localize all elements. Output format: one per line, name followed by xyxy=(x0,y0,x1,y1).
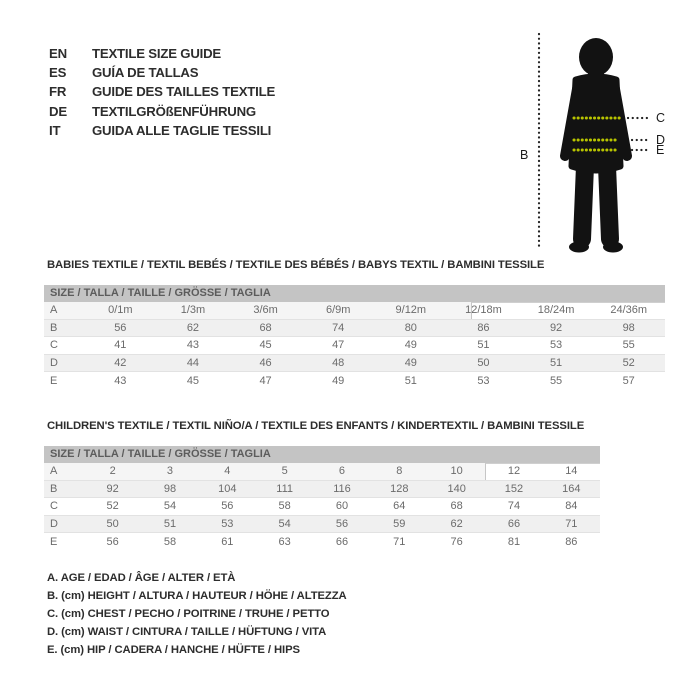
legend-hip: E. (cm) HIP / CADERA / HANCHE / HÜFTE / HIPS xyxy=(47,644,300,656)
table-cell: 66 xyxy=(313,533,370,550)
table-cell: 24/36m xyxy=(610,304,648,317)
table-cell: 45 xyxy=(229,337,302,354)
table-cell: 51 xyxy=(141,515,198,532)
table-cell: 86 xyxy=(447,319,520,336)
table-cell: 152 xyxy=(485,480,542,497)
table-cell: 49 xyxy=(375,337,448,354)
table-cell: 53 xyxy=(520,337,593,354)
table-cell: 98 xyxy=(592,319,665,336)
row-label: E xyxy=(44,372,84,389)
table-cell: 49 xyxy=(375,354,448,371)
table-cell: 52 xyxy=(84,498,141,515)
language-title-list xyxy=(49,44,275,140)
table-cell: 52 xyxy=(592,354,665,371)
table-cell: 10 xyxy=(450,465,463,478)
lang-code-fr: FR xyxy=(49,84,67,100)
table-cell: 43 xyxy=(84,372,157,389)
lang-code-it: IT xyxy=(49,122,61,138)
table-cell: 0/1m xyxy=(108,304,133,317)
table-cell: 76 xyxy=(428,533,485,550)
table-cell: 63 xyxy=(256,533,313,550)
table-cell: 42 xyxy=(84,354,157,371)
table-cell: 104 xyxy=(199,480,256,497)
table-cell: 1/3m xyxy=(180,304,206,317)
table-cell: 53 xyxy=(447,372,520,389)
table-cell: 61 xyxy=(199,533,256,550)
table-cell: 58 xyxy=(141,533,198,550)
table-cell: 81 xyxy=(485,533,542,550)
table-cell: 128 xyxy=(371,480,428,497)
table-cell: 57 xyxy=(592,372,665,389)
lang-title-fr: GUIDE DES TAILLES TEXTILE xyxy=(92,84,276,100)
row-label: B xyxy=(44,480,84,497)
table-cell: 14 xyxy=(565,465,578,478)
lang-title-es: GUÍA DE TALLAS xyxy=(92,65,199,81)
row-label: D xyxy=(44,354,84,371)
legend-waist: D. (cm) WAIST / CINTURA / TAILLE / HÜFTUNG / VITA xyxy=(47,626,327,638)
table-cell: 86 xyxy=(543,533,600,550)
table-row xyxy=(44,498,600,515)
table-cell: 12 xyxy=(507,465,521,478)
table-cell: 3/6m xyxy=(253,304,278,317)
table-cell: 71 xyxy=(371,533,428,550)
table-row xyxy=(44,515,600,532)
table-cell: 47 xyxy=(302,337,375,354)
lang-code-de: DE xyxy=(49,103,67,119)
table-cell: 4 xyxy=(224,465,231,478)
table-cell: 2 xyxy=(109,465,116,478)
table-cell: 51 xyxy=(375,372,448,389)
table-cell: 74 xyxy=(485,498,542,515)
children-table-header: SIZE / TALLA / TAILLE / GRÖSSE / TAGLIA xyxy=(44,446,600,463)
child-body-shape xyxy=(565,38,627,253)
table-row xyxy=(44,319,665,336)
row-label: B xyxy=(44,319,84,336)
row-label: E xyxy=(44,533,84,550)
table-cell: 49 xyxy=(302,372,375,389)
figure-label-e: E xyxy=(656,143,665,157)
table-cell: 164 xyxy=(543,480,600,497)
table-cell: 51 xyxy=(447,337,520,354)
table-cell: 92 xyxy=(84,480,141,497)
lang-code-es: ES xyxy=(49,65,67,81)
table-cell: 44 xyxy=(157,354,230,371)
table-cell: 59 xyxy=(371,515,428,532)
table-cell: 53 xyxy=(199,515,256,532)
table-cell: 48 xyxy=(302,354,375,371)
table-cell: 56 xyxy=(84,319,157,336)
row-label: A xyxy=(50,304,58,317)
table-cell: 60 xyxy=(313,498,370,515)
legend-height: B. (cm) HEIGHT / ALTURA / HAUTEUR / HÖHE / ALTEZZA xyxy=(47,590,347,602)
table-cell: 116 xyxy=(313,480,370,497)
table-cell: 54 xyxy=(141,498,198,515)
table-row xyxy=(44,354,665,371)
table-cell: 12/18m xyxy=(465,304,502,317)
lang-title-it: GUIDA ALLE TAGLIE TESSILI xyxy=(92,122,272,138)
figure-label-b: B xyxy=(520,148,529,162)
table-row xyxy=(44,302,665,319)
table-cell: 66 xyxy=(485,515,542,532)
table-cell: 47 xyxy=(229,372,302,389)
measurement-diagram xyxy=(510,20,680,260)
child-silhouette-icon xyxy=(510,20,680,260)
table-cell: 56 xyxy=(84,533,141,550)
table-row xyxy=(44,337,665,354)
table-cell: 50 xyxy=(84,515,141,532)
children-size-table xyxy=(44,446,600,550)
table-cell: 6/9m xyxy=(325,304,351,317)
lang-title-en: TEXTILE SIZE GUIDE xyxy=(92,46,222,61)
table-cell: 45 xyxy=(157,372,230,389)
row-label: C xyxy=(44,498,84,515)
table-cell: 64 xyxy=(371,498,428,515)
table-row xyxy=(44,372,665,389)
table-cell: 68 xyxy=(229,319,302,336)
table-cell: 92 xyxy=(520,319,593,336)
table-row xyxy=(44,480,600,497)
row-label: D xyxy=(44,515,84,532)
table-cell: 51 xyxy=(520,354,593,371)
table-cell: 18/24m xyxy=(537,304,575,317)
table-cell: 55 xyxy=(520,372,593,389)
table-cell: 9/12m xyxy=(395,304,427,317)
table-cell: 3 xyxy=(166,465,174,478)
table-cell: 41 xyxy=(84,337,157,354)
babies-table-header: SIZE / TALLA / TAILLE / GRÖSSE / TAGLIA xyxy=(44,285,665,302)
table-cell: 74 xyxy=(302,319,375,336)
children-section-title: CHILDREN'S TEXTILE / TEXTIL NIÑO/A / TEXTILE DES ENFANTS / KINDERTEXTIL / BAMBINI TESSILE xyxy=(47,420,585,432)
table-cell: 71 xyxy=(543,515,600,532)
table-cell: 6 xyxy=(338,465,346,478)
babies-section-title: BABIES TEXTILE / TEXTIL BEBÉS / TEXTILE DES BÉBÉS / BABYS TEXTIL / BAMBINI TESSILE xyxy=(47,259,545,271)
table-row xyxy=(44,533,600,550)
figure-label-c: C xyxy=(656,111,666,125)
figure-label-d: D xyxy=(656,133,666,147)
table-cell: 56 xyxy=(199,498,256,515)
row-label: A xyxy=(50,465,58,478)
table-cell: 80 xyxy=(375,319,448,336)
table-cell: 140 xyxy=(428,480,485,497)
table-cell: 84 xyxy=(543,498,600,515)
table-cell: 50 xyxy=(447,354,520,371)
table-cell: 58 xyxy=(256,498,313,515)
table-cell: 98 xyxy=(141,480,198,497)
table-cell: 54 xyxy=(256,515,313,532)
legend-age: A. AGE / EDAD / ÂGE / ALTER / ETÀ xyxy=(47,572,236,584)
table-cell: 111 xyxy=(256,480,313,497)
lang-code-en: EN xyxy=(49,46,67,61)
table-cell: 62 xyxy=(428,515,485,532)
table-cell: 55 xyxy=(592,337,665,354)
table-row xyxy=(44,463,600,480)
legend-chest: C. (cm) CHEST / PECHO / POITRINE / TRUHE / PETTO xyxy=(47,608,330,620)
table-cell: 68 xyxy=(428,498,485,515)
table-cell: 8 xyxy=(396,465,403,478)
lang-title-de: TEXTILGRÖßENFÜHRUNG xyxy=(92,103,256,119)
table-cell: 62 xyxy=(157,319,230,336)
row-label: C xyxy=(44,337,84,354)
table-cell: 43 xyxy=(157,337,230,354)
table-cell: 46 xyxy=(229,354,302,371)
measurement-legend xyxy=(47,569,347,659)
table-cell: 56 xyxy=(313,515,370,532)
table-cell: 5 xyxy=(281,465,288,478)
babies-size-table xyxy=(44,285,665,389)
